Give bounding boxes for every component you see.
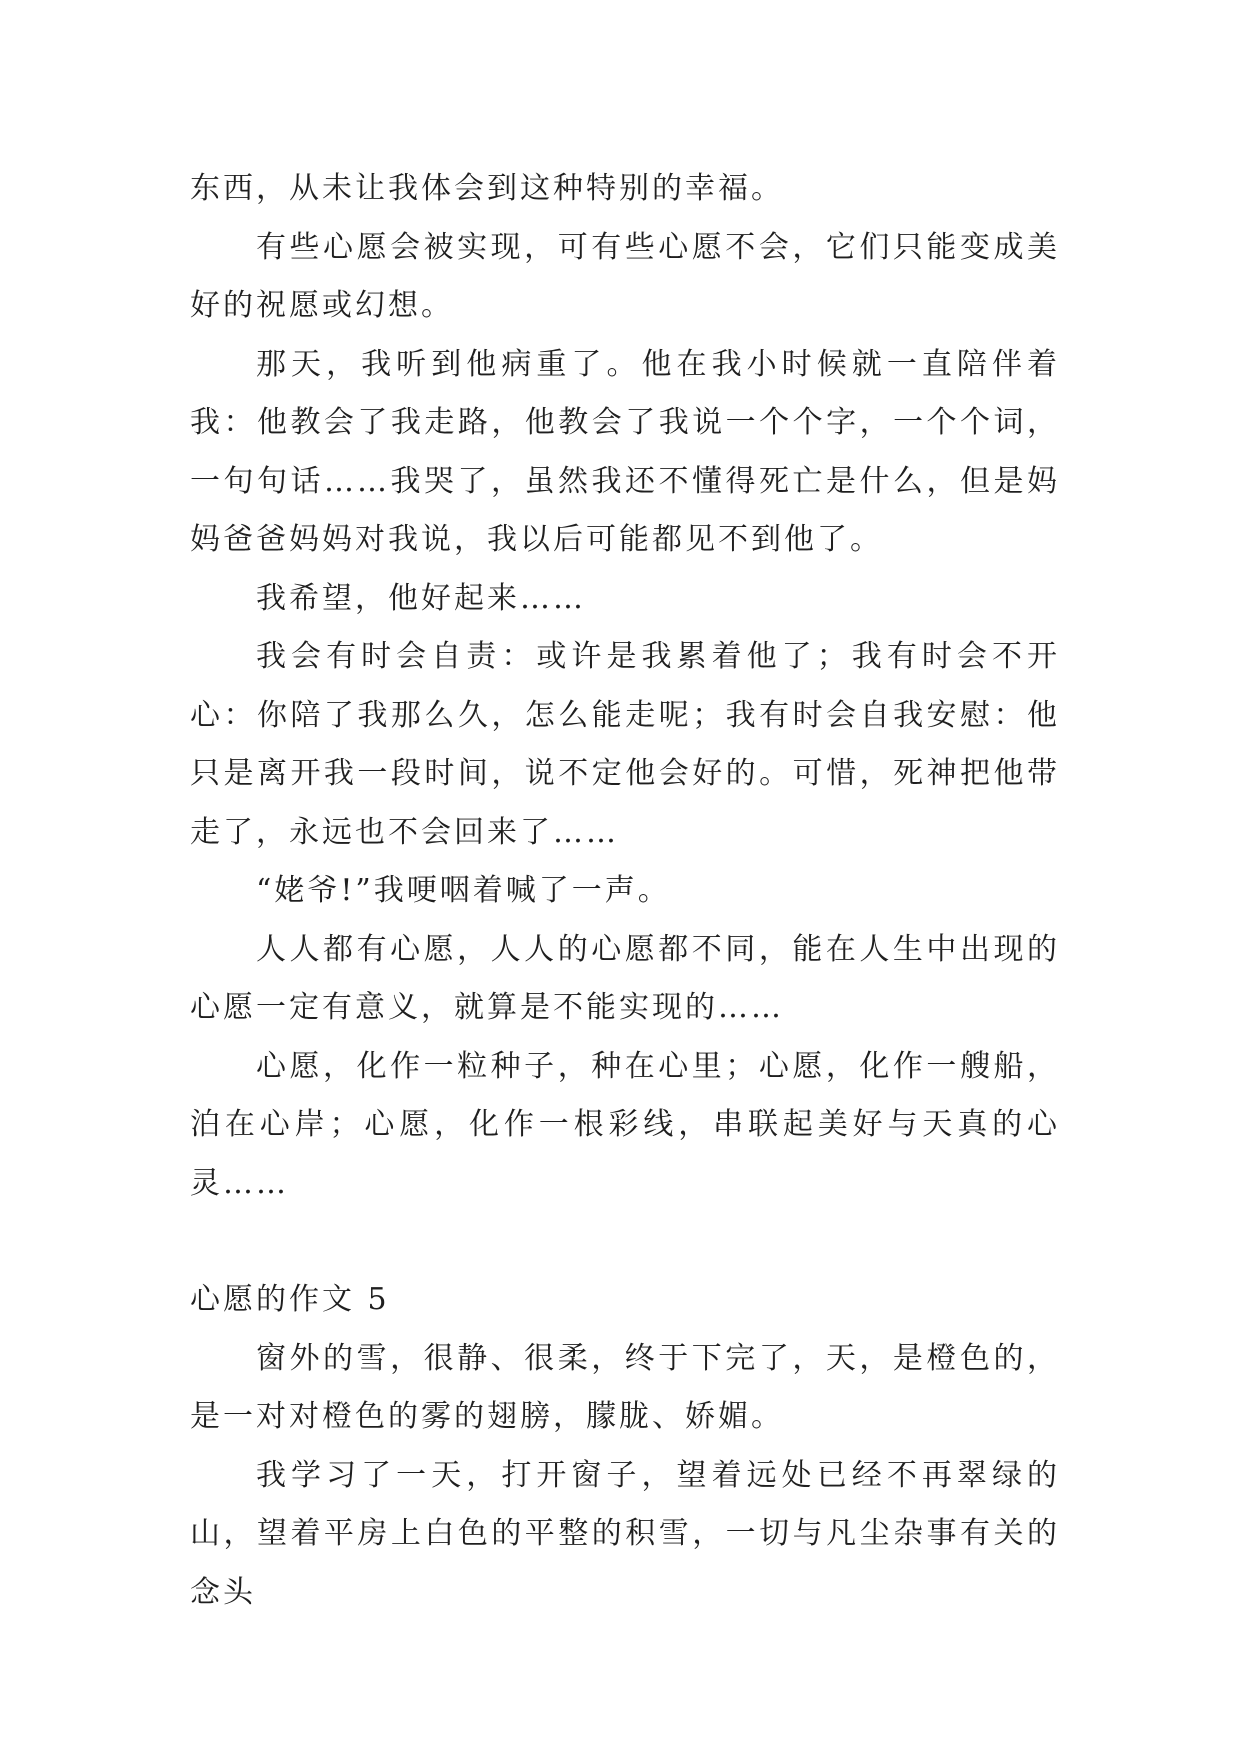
paragraph: 有些心愿会被实现，可有些心愿不会，它们只能变成美好的祝愿或幻想。 — [190, 229, 1060, 323]
paragraph: 窗外的雪，很静、很柔，终于下完了，天，是橙色的，是一对对橙色的雾的翅膀，朦胧、娇媚。 — [190, 1340, 1060, 1434]
paragraph: 我希望，他好起来…… — [256, 580, 586, 616]
paragraph: 心愿，化作一粒种子，种在心里；心愿，化作一艘船，泊在心岸；心愿，化作一根彩线，串联起美好与天真的心灵…… — [190, 1048, 1060, 1201]
paragraph: “姥爷!”我哽咽着喊了一声。 — [256, 873, 671, 908]
section-title: 心愿的作文 5 — [190, 1282, 390, 1317]
paragraph: 人人都有心愿，人人的心愿都不同，能在人生中出现的心愿一定有意义，就算是不能实现的…… — [190, 931, 1060, 1025]
paragraph: 我学习了一天，打开窗子，望着远处已经不再翠绿的山，望着平房上白色的平整的积雪，一切与凡尘杂事有关的念头 — [190, 1457, 1060, 1610]
intro-line: 东西，从未让我体会到这种特别的幸福。 — [190, 171, 784, 206]
document-body — [190, 160, 1060, 1622]
paragraph: 那天，我听到他病重了。他在我小时候就一直陪伴着我：他教会了我走路，他教会了我说一个个字，一个个词，一句句话……我哭了，虽然我还不懂得死亡是什么，但是妈妈爸爸妈妈对我说，我以后可能都见不到他了。 — [190, 346, 1060, 557]
paragraph: 我会有时会自责：或许是我累着他了；我有时会不开心：你陪了我那么久，怎么能走呢；我有时会自我安慰：他只是离开我一段时间，说不定他会好的。可惜，死神把他带走了，永远也不会回来了…… — [190, 639, 1060, 850]
